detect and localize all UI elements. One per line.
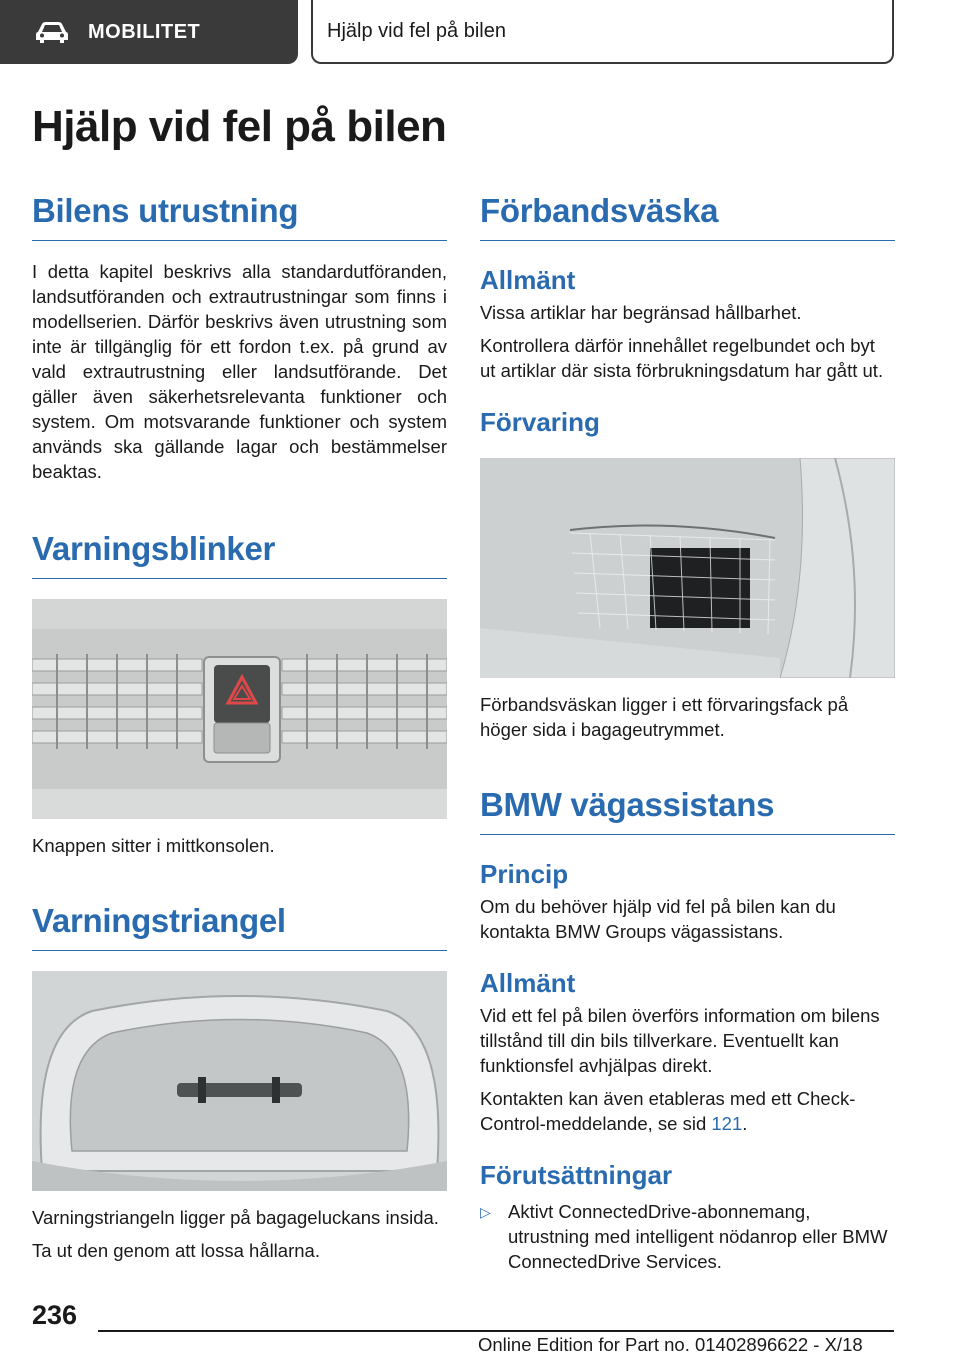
subheading-requirements: Förutsättningar xyxy=(480,1160,673,1190)
trunk-lid-image xyxy=(32,971,447,1191)
principle-text: Om du behöver hjälp vid fel på bilen kan du kontakta BMW Groups vägassistans. xyxy=(480,896,836,942)
chapter-tab[interactable] xyxy=(311,0,894,64)
triangle-caption-2: Ta ut den genom att lossa hållarna. xyxy=(32,1240,320,1261)
assist-general-p2-end: . xyxy=(742,1113,748,1134)
section-heading-assist: BMW vägassistans xyxy=(480,786,895,835)
storage-caption: Förbandsväskan ligger i ett förvaringsfack på höger sida i bagageutrymmet. xyxy=(480,694,849,740)
assist-general-p2 xyxy=(480,1086,895,1136)
hazard-button-image xyxy=(32,599,447,819)
section-heading-hazard: Varningsblinker xyxy=(32,530,447,579)
left-column xyxy=(32,192,447,1263)
triangle-caption-1: Varningstriangeln ligger på bagageluckans insida. xyxy=(32,1207,439,1228)
assist-general-p2-text: Kontakten kan även etableras med ett Check-Control-meddelande, se sid xyxy=(480,1088,856,1134)
section-heading-equipment: Bilens utrustning xyxy=(32,192,447,241)
page-number: 236 xyxy=(32,1300,78,1330)
page-header xyxy=(0,0,960,66)
requirement-text: Aktivt ConnectedDrive-abonnemang, utrustning med intelligent nödanrop eller BMW ConnectedDrive Services. xyxy=(508,1201,888,1272)
assist-general-p1: Vid ett fel på bilen överförs information om bilens tillstånd till din bils tillverkare. Eventuellt kan funktionsfel avhjälpas direkt. xyxy=(480,1005,880,1076)
chapter-tab-label: Hjälp vid fel på bilen xyxy=(327,19,506,42)
footer-edition: Online Edition for Part no. 01402896622 - X/18 xyxy=(478,1334,863,1355)
hazard-caption: Knappen sitter i mittkonsolen. xyxy=(32,835,275,856)
section-tab[interactable] xyxy=(0,0,298,64)
section-tab-label: MOBILITET xyxy=(88,20,201,43)
subheading-firstaid-storage: Förvaring xyxy=(480,407,600,437)
subheading-assist-general: Allmänt xyxy=(480,968,576,998)
first-aid-storage-image xyxy=(480,458,895,678)
car-icon xyxy=(34,20,70,44)
section-heading-triangle: Varningstriangel xyxy=(32,902,447,951)
footer-divider xyxy=(98,1330,894,1332)
page-reference-link[interactable]: 121 xyxy=(711,1113,743,1134)
section-heading-firstaid: Förbandsväska xyxy=(480,192,895,241)
right-column xyxy=(480,192,895,1274)
firstaid-general-p1: Vissa artiklar har begränsad hållbarhet. xyxy=(480,302,802,323)
subheading-firstaid-general: Allmänt xyxy=(480,265,576,295)
list-item xyxy=(480,1199,895,1274)
triangle-right-icon: ▷ xyxy=(480,1204,491,1220)
subheading-principle: Princip xyxy=(480,859,569,889)
page-title: Hjälp vid fel på bilen xyxy=(32,102,447,151)
firstaid-general-p2: Kontrollera därför innehållet regelbundet och byt ut artiklar där sista förbrukningsdatum har gått ut. xyxy=(480,335,884,381)
equipment-body: I detta kapitel beskrivs alla standardutföranden, landsutföranden och extrautrustningar som finns i modellserien. Därför beskrivs även utrustning som inte är tillgänglig för ett fordon t.ex. på grund av vald extrautrustning eller landsutförande. Det gäller även säkerhetsrelevanta funktioner och system. Om motsvarande funktioner och system används ska gällande lagar och bestämmelser beaktas. xyxy=(32,261,447,482)
